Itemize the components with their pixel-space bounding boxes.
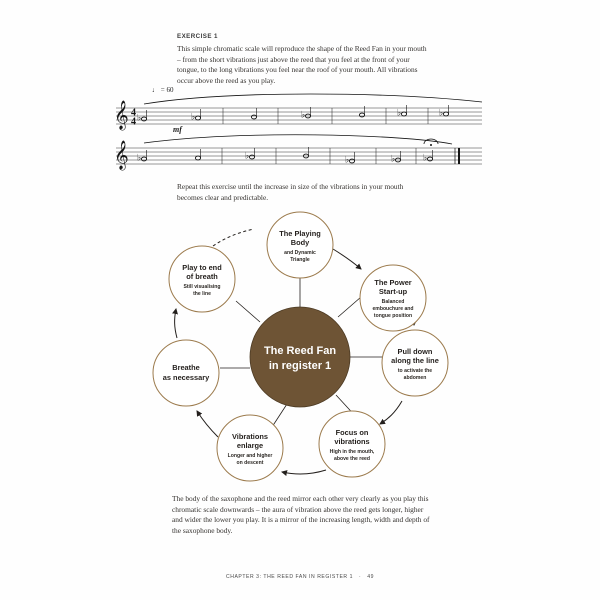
node-sub-line: Still visualising	[183, 284, 221, 290]
reed-fan-cycle-diagram	[150, 205, 450, 495]
node-title-line: vibrations	[334, 437, 370, 446]
svg-text:♭: ♭	[397, 108, 402, 119]
time-signature-numerator: 4	[131, 107, 136, 119]
note	[397, 105, 407, 119]
hub-title-line1: The Reed Fan	[263, 345, 337, 357]
note	[245, 148, 255, 162]
node-title-line: of breath	[186, 272, 218, 281]
page-footer	[0, 574, 600, 580]
tempo-marking: ♩ = 60	[152, 86, 174, 94]
node-title-line: Body	[290, 238, 310, 247]
node-sub-line: Longer and higher	[227, 453, 273, 459]
time-signature-denominator: 4	[131, 116, 136, 128]
dynamic-marking: mf	[173, 125, 182, 134]
treble-clef-icon: 𝄞	[114, 140, 129, 169]
node-sub-line: High in the mouth,	[329, 449, 375, 455]
note	[439, 105, 449, 119]
node-breathe[interactable]	[153, 340, 219, 406]
svg-text:♭: ♭	[423, 153, 428, 164]
svg-text:♭: ♭	[439, 108, 444, 119]
node-title-line: Vibrations	[231, 432, 269, 441]
spoke-power-start-up	[338, 297, 361, 317]
note	[345, 152, 355, 166]
node-sub-line: the line	[193, 291, 211, 297]
phrase-slur	[144, 94, 482, 104]
node-sub-line: on descent	[236, 460, 264, 466]
node-title-line: Focus on	[335, 428, 369, 437]
node-sub-line: tongue position	[373, 313, 413, 319]
spoke-vib-enlarge	[272, 404, 287, 427]
arrow-playtoend-to-playingbody	[213, 229, 254, 246]
node-sub-line: Balanced	[381, 299, 405, 305]
phrase-slur	[144, 135, 452, 144]
note	[251, 108, 256, 119]
svg-text:♭: ♭	[191, 112, 196, 123]
node-sub-line: above the reed	[334, 456, 370, 462]
arrow-pulldown-to-focus	[380, 401, 402, 424]
fermata-dot-icon	[430, 144, 432, 146]
music-score	[110, 86, 490, 186]
node-sub-line: abdomen	[403, 375, 427, 381]
node-power-start-up[interactable]	[360, 265, 426, 331]
node-circle	[360, 265, 426, 331]
node-title-line: Breathe	[172, 363, 200, 372]
node-sub-line: Triangle	[290, 257, 310, 263]
note	[301, 107, 311, 121]
closing-paragraph: The body of the saxophone and the reed mirror each other very clearly as you play this chromatic scale downwards – the aura of vibration above the reed gets longer, higher and wider the lower you play. It is a mirror of the increasing length, width and depth of the saxophone body.	[172, 494, 430, 535]
spoke-play-to-end	[236, 301, 260, 322]
staff-svg	[110, 86, 490, 186]
node-sub-line: to activate the	[397, 368, 433, 374]
repeat-paragraph: Repeat this exercise until the increase in size of the vibrations in your mouth becomes clear and predictable.	[177, 182, 404, 202]
arrow-playingbody-to-power	[333, 249, 361, 269]
svg-text:♭: ♭	[245, 151, 250, 162]
svg-text:♭: ♭	[345, 155, 350, 166]
node-title-line: The Power	[374, 278, 412, 287]
node-sub-line: embouchure and	[372, 306, 414, 312]
note	[195, 149, 200, 160]
svg-text:♭: ♭	[137, 113, 142, 124]
arrow-vibenlarge-to-breathe	[197, 411, 218, 437]
node-sub-line: and Dynamic	[284, 250, 316, 256]
node-play-to-end-of-breath[interactable]	[169, 246, 235, 312]
note	[191, 109, 201, 123]
node-playing-body[interactable]	[267, 212, 333, 278]
footer-separator: ·	[358, 574, 362, 580]
node-title-line: Play to end	[182, 263, 222, 272]
hub-title-line2: in register 1	[268, 360, 332, 372]
note	[359, 106, 364, 117]
svg-text:♭: ♭	[301, 110, 306, 121]
footer-chapter: CHAPTER 3: THE REED FAN IN REGISTER 1	[226, 574, 353, 580]
note-group-staff-2	[137, 139, 459, 166]
staff-line-group-1	[116, 108, 482, 124]
hub-node[interactable]	[250, 307, 350, 407]
exercise-label: EXERCISE 1	[177, 33, 218, 40]
node-focus-on-vibrations[interactable]	[319, 411, 385, 477]
node-title-line: Start-up	[378, 287, 408, 296]
intro-paragraph: This simple chromatic scale will reproduce the shape of the Reed Fan in your mouth – from the short vibrations just above the reed that you feel at the front of your tongue, to the long vibrations you feel near the roof of your mouth. All vibrations occur above the reed as you play.	[177, 44, 427, 85]
node-title-line: The Playing	[279, 229, 321, 238]
treble-clef-icon: 𝄞	[114, 100, 129, 129]
node-pull-down[interactable]	[382, 330, 448, 396]
node-title-line: as necessary	[162, 373, 210, 382]
hub-circle	[250, 307, 350, 407]
note	[391, 151, 401, 165]
svg-text:♭: ♭	[137, 153, 142, 164]
footer-page-number: 49	[367, 574, 374, 580]
svg-text:♭: ♭	[391, 154, 396, 165]
node-vibrations-enlarge[interactable]	[217, 415, 283, 481]
node-title-line: along the line	[391, 356, 439, 365]
note	[303, 147, 308, 158]
arrow-breathe-to-playtoend	[175, 309, 177, 338]
arrow-focus-to-vibenlarge	[282, 470, 326, 474]
node-title-line: enlarge	[236, 441, 264, 450]
node-title-line: Pull down	[397, 347, 433, 356]
